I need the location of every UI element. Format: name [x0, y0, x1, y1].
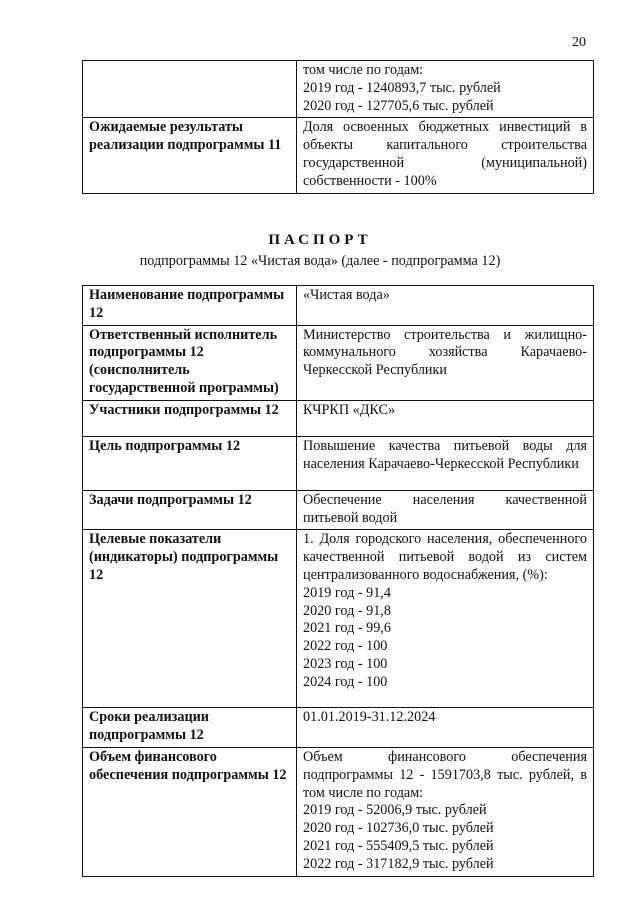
year-line: том числе по годам:	[303, 62, 424, 78]
year-line: 2020 год - 102736,0 тыс. рублей	[303, 820, 494, 837]
row-value: «Чистая вода»	[297, 286, 594, 326]
row-label: Целевые показатели (индикаторы) подпрограммы 12	[83, 530, 297, 708]
row-value: Доля освоенных бюджетных инвестиций в объекты капитального строительства государственной (муниципальной) собственности - 100%	[297, 118, 594, 193]
passport-subtitle: подпрограммы 12 «Чистая вода» (далее - подпрограмма 12)	[139, 253, 501, 269]
year-line: 2021 год - 99,6	[303, 620, 391, 637]
year-line: 2019 год - 1240893,7 тыс. рублей	[303, 79, 501, 96]
row-label: Участники подпрограммы 12	[83, 400, 297, 436]
table-row	[83, 708, 594, 748]
year-line: 2020 год - 127705,6 тыс. рублей	[303, 97, 494, 114]
row-label: Объем финансового обеспечения подпрограммы 12	[83, 747, 297, 876]
row-label: Наименование подпрограммы 12	[83, 286, 297, 326]
table-row	[83, 436, 594, 490]
row-value: Обеспечение населения качественной питьевой водой	[297, 490, 594, 530]
top-table	[82, 60, 594, 194]
year-line: 2019 год - 91,4	[303, 584, 391, 601]
row-label: Сроки реализации подпрограммы 12	[83, 708, 297, 748]
year-line: 2019 год - 52006,9 тыс. рублей	[303, 802, 487, 819]
table-row	[83, 61, 594, 118]
table-row	[83, 530, 594, 708]
row-value: КЧРКП «ДКС»	[297, 400, 594, 436]
page-number: 20	[572, 35, 586, 50]
year-line: 2021 год - 555409,5 тыс. рублей	[303, 837, 494, 854]
table-row	[83, 747, 594, 876]
table-row	[83, 490, 594, 530]
row-label	[83, 61, 297, 118]
row-label: Ожидаемые результаты реализации подпрограммы 11	[83, 118, 297, 193]
row-label: Цель подпрограммы 12	[83, 436, 297, 490]
table-row	[83, 400, 594, 436]
table-row	[83, 286, 594, 326]
indicator-description: 1. Доля городского населения, обеспеченного качественной питьевой водой из систем централизованного водоснабжения, (%):	[303, 531, 587, 583]
passport-title: ПАСПОРТ	[268, 232, 372, 248]
row-label: Ответственный исполнитель подпрограммы 12 (соисполнитель государственной программы)	[83, 325, 297, 400]
year-line: 2024 год - 100	[303, 673, 388, 690]
year-line: 2022 год - 317182,9 тыс. рублей	[303, 855, 494, 872]
row-value	[297, 747, 594, 876]
year-line: 2023 год - 100	[303, 655, 388, 672]
table-row	[83, 325, 594, 400]
passport-table	[82, 285, 594, 877]
row-value: Министерство строительства и жилищно-коммунального хозяйства Карачаево-Черкесской Республики	[297, 325, 594, 400]
table-row	[83, 118, 594, 193]
funding-description: Объем финансового обеспечения подпрограммы 12 - 1591703,8 тыс. рублей, в том числе по годам:	[303, 748, 587, 801]
year-line: 2020 год - 91,8	[303, 602, 391, 619]
row-value	[297, 530, 594, 708]
year-line: 2022 год - 100	[303, 638, 388, 655]
row-value: Повышение качества питьевой воды для населения Карачаево-Черкесской Республики	[297, 436, 594, 490]
row-value: 01.01.2019-31.12.2024	[297, 708, 594, 748]
row-label: Задачи подпрограммы 12	[83, 490, 297, 530]
row-value	[297, 61, 594, 118]
